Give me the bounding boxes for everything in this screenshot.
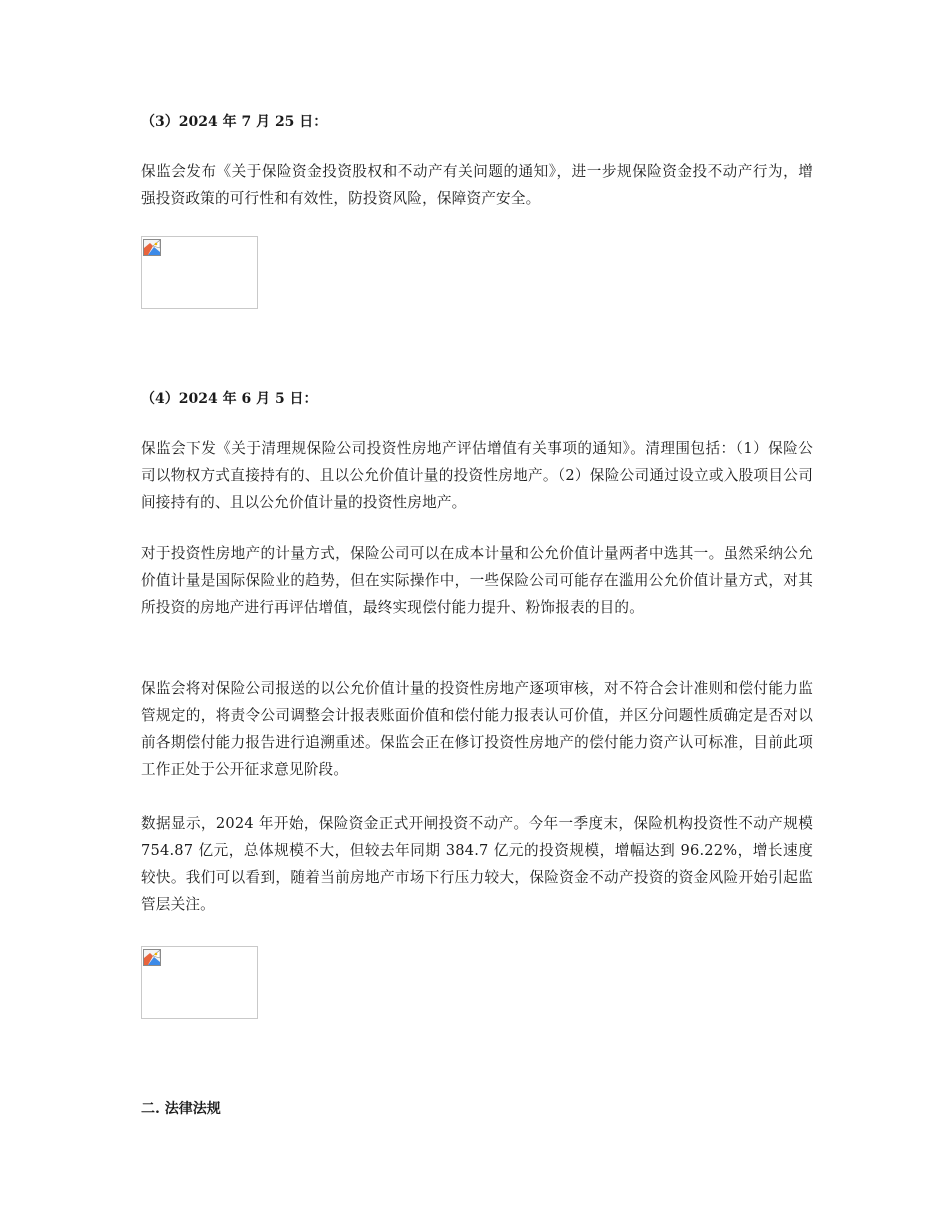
broken-image-icon: [143, 949, 161, 966]
embedded-image-placeholder: [141, 946, 258, 1019]
section-4-heading: （4）2024 年 6 月 5 日：: [141, 391, 318, 407]
section-4-paragraph-1: 保监会下发《关于清理规保险公司投资性房地产评估增值有关事项的通知》。清理围包括：（1）保险公司以物权方式直接持有的、且以公允价值计量的投资性房地产。（2）保险公司通过设立或入股项目公司间接持有的、且以公允价值计量的投资性房地产。: [141, 440, 813, 511]
embedded-image-placeholder: [141, 236, 258, 309]
section-3-heading: （3）2024 年 7 月 25 日：: [141, 114, 328, 130]
section-4-paragraph-2: 对于投资性房地产的计量方式，保险公司可以在成本计量和公允价值计量两者中选其一。虽然采纳公允价值计量是国际保险业的趋势，但在实际操作中，一些保险公司可能存在滥用公允价值计量方式，对其所投资的房地产进行再评估增值，最终实现偿付能力提升、粉饰报表的目的。: [141, 545, 813, 616]
section-3-paragraph-1: 保监会发布《关于保险资金投资股权和不动产有关问题的通知》，进一步规保险资金投不动产行为，增强投资政策的可行性和有效性，防投资风险，保障资产安全。: [141, 163, 813, 207]
section-4-paragraph-4: 数据显示，2024 年开始，保险资金正式开闸投资不动产。今年一季度末，保险机构投资性不动产规模 754.87 亿元，总体规模不大，但较去年同期 384.7 亿元的投资规模，增幅达到 96.22%，增长速度较快。我们可以看到，随着当前房地产市场下行压力较大，保险资金不动产投资的资金风险开始引起监管层关注。: [141, 815, 813, 913]
section-4-paragraph-3: 保监会将对保险公司报送的以公允价值计量的投资性房地产逐项审核，对不符合会计准则和偿付能力监管规定的，将责令公司调整会计报表账面价值和偿付能力报表认可价值，并区分问题性质确定是否对以前各期偿付能力报告进行追溯重述。保监会正在修订投资性房地产的偿付能力资产认可标准，目前此项工作正处于公开征求意见阶段。: [141, 680, 813, 778]
broken-image-icon: [143, 239, 161, 256]
section-2-heading: 二. 法律法规: [141, 1101, 221, 1117]
